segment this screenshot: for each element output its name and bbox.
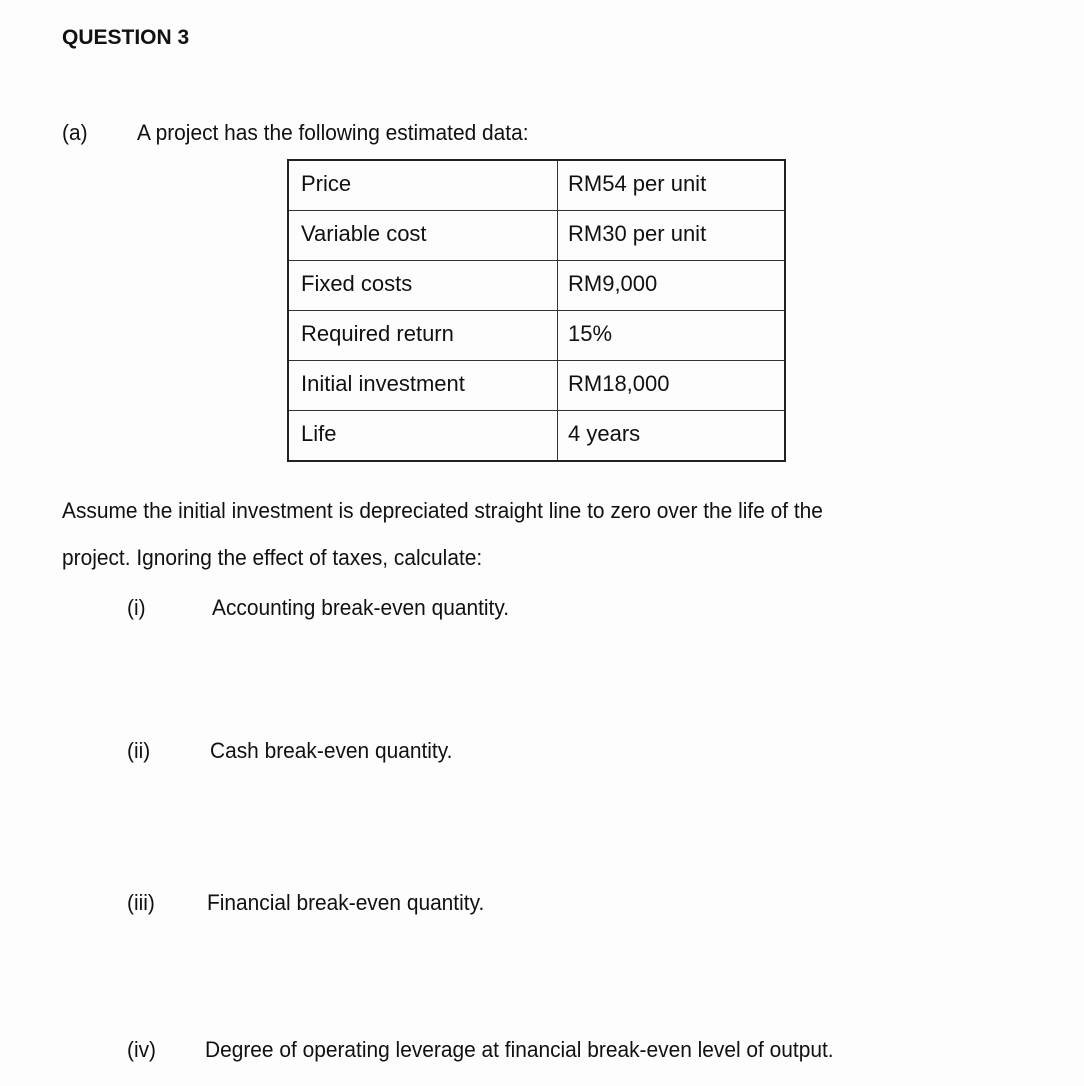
table-cell-value: 4 years (558, 411, 786, 462)
table-row (288, 160, 785, 211)
question-number: (ii) (127, 738, 151, 763)
table-cell-value: RM30 per unit (558, 211, 786, 261)
instruction-line-2: project. Ignoring the effect of taxes, calculate: (62, 545, 483, 570)
table-cell-value: RM18,000 (558, 361, 786, 411)
table-cell-item: Initial investment (288, 361, 558, 411)
table-cell-item: Price (288, 160, 558, 211)
data-table (287, 159, 786, 462)
table-cell-item: Fixed costs (288, 261, 558, 311)
instruction-line-1: Assume the initial investment is depreciated straight line to zero over the life of the (62, 498, 823, 523)
table-row (288, 211, 785, 261)
table-cell-item: Life (288, 411, 558, 462)
intro-text: A project has the following estimated data: (137, 120, 529, 145)
table-row (288, 411, 785, 462)
table-row (288, 261, 785, 311)
question-number: (i) (127, 595, 146, 620)
table-cell-item: Variable cost (288, 211, 558, 261)
table-row (288, 311, 785, 361)
part-label: (a) (62, 120, 88, 145)
question-number: (iv) (127, 1037, 157, 1062)
question-text: Financial break-even quantity. (207, 890, 485, 915)
table-cell-value: 15% (558, 311, 786, 361)
table-cell-item: Required return (288, 311, 558, 361)
question-title: QUESTION 3 (62, 26, 190, 49)
question-text: Degree of operating leverage at financial break-even level of output. (205, 1037, 834, 1062)
question-number: (iii) (127, 890, 155, 915)
table-row (288, 361, 785, 411)
table-cell-value: RM9,000 (558, 261, 786, 311)
table-cell-value: RM54 per unit (558, 160, 786, 211)
question-text: Accounting break-even quantity. (212, 595, 510, 620)
question-text: Cash break-even quantity. (210, 738, 453, 763)
